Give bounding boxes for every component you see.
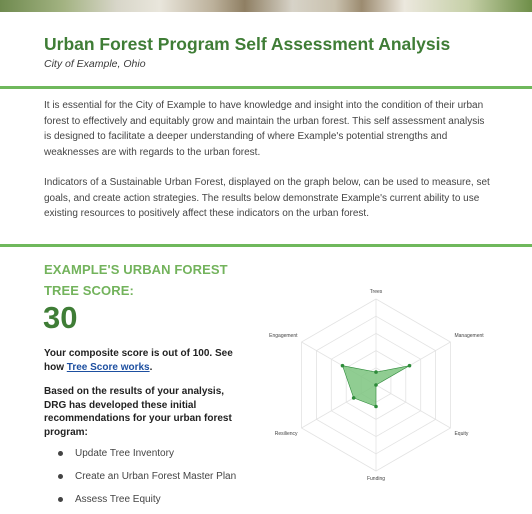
radar-chart [248,284,532,496]
page-subtitle: City of Example, Ohio [44,58,146,70]
recommendations-list [58,447,248,514]
bullet-icon [58,451,63,456]
radar-point [352,396,356,400]
radar-axis-label: Equity [454,431,469,437]
recommendation-item [58,493,248,506]
score-value: 30 [43,300,78,335]
score-heading: EXAMPLE'S URBAN FOREST TREE SCORE: [44,262,228,298]
radar-point [408,364,412,368]
intro-paragraph-2: Indicators of a Sustainable Urban Forest, displayed on the graph below, can be used to measure, set goals, and create action strategies. The results below demonstrate Example's current ability to use existing resources to positively affect these indicators on the urban forest. [44,177,490,219]
section-divider [0,244,532,247]
page-title: Urban Forest Program Self Assessment Analysis [44,34,451,54]
radar-axis-line [376,385,450,428]
score-note-text: Your composite score is out of 100. See how [44,348,233,373]
recommendation-item [58,470,248,483]
radar-axis-label: Funding [366,476,386,482]
header-photo-strip [0,0,532,12]
radar-axis-label: Engagement [269,333,298,339]
analysis-note: Based on the results of your analysis, DRG has developed these initial recommendations for your urban forest program: [44,386,232,438]
tree-score-link[interactable]: Tree Score works [66,361,150,373]
section-divider [0,86,532,89]
recommendation-text: Create an Urban Forest Master Plan [75,471,237,482]
score-note [44,347,244,374]
intro-paragraph-1: It is essential for the City of Example to have knowledge and insight into the condition of their urban forest to effectively and equitably grow and maintain the urban forest. This self assessment analysis is designed to facilitate a deeper understanding of where Example's potential strengths and weaknesses are with regards to the urban forest. [44,100,485,158]
radar-point [341,364,345,368]
radar-point [374,383,378,387]
recommendation-item [58,447,248,460]
bullet-icon [58,474,63,479]
recommendation-text: Assess Tree Equity [75,494,161,505]
radar-point [374,405,378,409]
score-note-end: . [149,361,153,373]
radar-axis-label: Management [454,333,484,339]
bullet-icon [58,497,63,502]
radar-axis-label: Trees [369,289,383,295]
recommendation-text: Update Tree Inventory [75,448,174,459]
radar-point [374,370,378,374]
radar-axis-label: Resiliency [274,431,298,437]
